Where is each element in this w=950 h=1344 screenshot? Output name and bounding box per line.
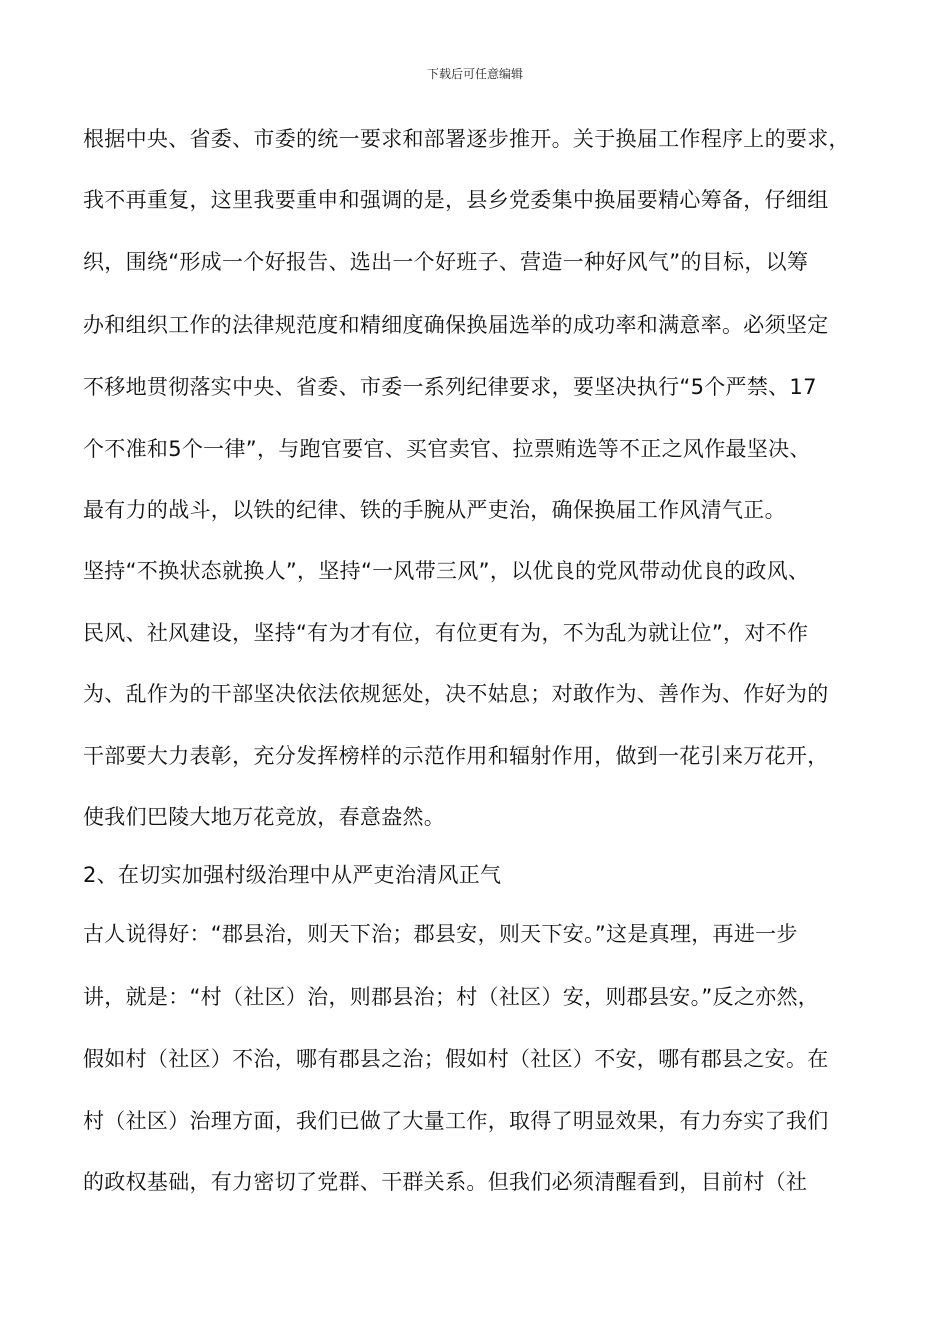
text-line: 个不准和5个一律”，与跑官要官、买官卖官、拉票贿选等不正之风作最坚决、	[83, 437, 811, 461]
text-line: 的政权基础，有力密切了党群、干群关系。但我们必须清醒看到，目前村（社	[83, 1170, 808, 1194]
text-line: 干部要大力表彰，充分发挥榜样的示范作用和辐射作用，做到一花引来万花开，	[83, 744, 829, 768]
text-line: 织，围绕“形成一个好报告、选出一个好班子、营造一种好风气”的目标，以筹	[83, 250, 809, 274]
text-line: 村（社区）治理方面，我们已做了大量工作，取得了明显效果，有力夯实了我们	[83, 1109, 829, 1133]
text-line: 坚持“不换状态就换人”，坚持“一风带三风”，以优良的党风带动优良的政风、	[83, 559, 810, 583]
text-line: 使我们巴陵大地万花竞放，春意盎然。	[83, 805, 446, 829]
page-header: 下载后可任意编辑	[426, 67, 523, 81]
text-line: 办和组织工作的法律规范度和精细度确保换届选举的成功率和满意率。必须坚定	[83, 313, 829, 337]
text-line: 我不再重复，这里我要重申和强调的是，县乡党委集中换届要精心筹备，仔细组	[83, 188, 829, 212]
text-line: 不移地贯彻落实中央、省委、市委一系列纪律要求，要坚决执行“5个严禁、17	[83, 375, 817, 399]
section-heading: 2、在切实加强村级治理中从严吏治清风正气	[83, 863, 502, 887]
text-line: 根据中央、省委、市委的统一要求和部署逐步推开。关于换届工作程序上的要求，	[83, 127, 850, 151]
text-line: 古人说得好：“郡县治，则天下治；郡县安，则天下安。”这是真理，再进一步	[83, 922, 798, 946]
text-line: 民风、社风建设，坚持“有为才有位，有位更有为，不为乱为就让位”，对不作	[83, 621, 809, 645]
text-line: 最有力的战斗，以铁的纪律、铁的手腕从严吏治，确保换届工作风清气正。	[83, 498, 786, 522]
text-line: 为、乱作为的干部坚决依法依规惩处，决不姑息；对敢作为、善作为、作好为的	[83, 682, 829, 706]
text-line: 假如村（社区）不治，哪有郡县之治；假如村（社区）不安，哪有郡县之安。在	[83, 1047, 829, 1071]
text-line: 讲，就是：“村（社区）治，则郡县治；村（社区）安，则郡县安。”反之亦然，	[83, 985, 820, 1009]
